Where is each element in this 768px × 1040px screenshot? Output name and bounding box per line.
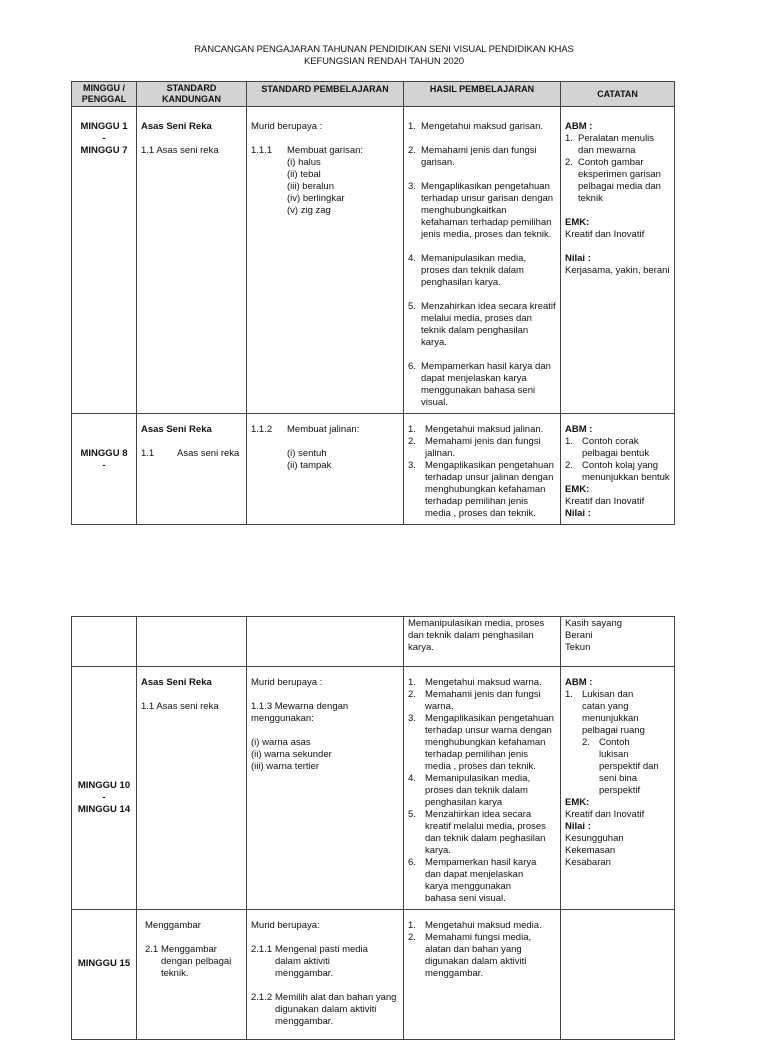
list-item: 6. Mempamerkan hasil karya dan dapat menjelaskan karya menggunakan bahasa seni visual. — [408, 361, 551, 408]
list-item: 4. Memanipulasikan media, proses dan teknik dalam penghasilan karya. — [408, 253, 527, 288]
list-item: 2. Memahami jenis dan fungsi warna. — [408, 689, 541, 712]
row2-sp-item: (i) sentuh — [287, 448, 327, 459]
row5-sp1-code: 2.1.1 — [251, 944, 273, 955]
row1-standard-pembelajaran — [247, 107, 404, 414]
emk-value: Kreatif dan Inovatif — [565, 229, 645, 240]
list-item: 1. Mengetahui maksud jalinan. — [408, 424, 544, 435]
row2-sk-code: 1.1 — [141, 448, 155, 459]
row3-standard-pembelajaran — [247, 617, 404, 667]
list-item: 4. Memanipulasikan media, proses dan teknik dalam penghasilan karya — [408, 773, 531, 808]
list-item: 5. Menzahirkan idea secara kreatif melalui media, proses dan teknik dalam peghasilan karya. — [408, 809, 546, 856]
header-hasil: HASIL PEMBELAJARAN — [404, 82, 561, 107]
nilai-value: Tekun — [565, 642, 591, 653]
row4-sk-title: Asas Seni Reka — [141, 677, 212, 688]
list-item: 2. Memahami jenis dan fungsi garisan. — [408, 145, 537, 168]
row2-catatan — [561, 414, 675, 525]
nilai-label: Nilai : — [565, 253, 591, 264]
row1-sp-item: (ii) tebal — [287, 169, 321, 180]
list-item: 1. Contoh corak pelbagai bentuk — [565, 436, 650, 459]
nilai-value: Kasih sayang — [565, 618, 623, 629]
list-item: 1. Mengetahui maksud warna. — [408, 677, 542, 688]
nilai-value: Kerjasama, yakin, berani — [565, 265, 670, 276]
row4-sp-item: (ii) warna sekunder — [251, 749, 332, 760]
row1-standard-kandungan — [137, 107, 247, 414]
row2-standard-kandungan — [137, 414, 247, 525]
row5-catatan — [561, 910, 675, 1040]
list-item: 2. Contoh kolaj yang menunjukkan bentuk — [565, 460, 670, 483]
row4-sk-item: 1.1 Asas seni reka — [141, 701, 219, 712]
row5-sk-text: Menggambar dengan pelbagai teknik. — [161, 944, 232, 979]
nilai-label: Nilai : — [565, 508, 591, 519]
row2-sk-title: Asas Seni Reka — [141, 424, 212, 435]
row5-sk-title: Menggambar — [145, 920, 201, 931]
row4-standard-pembelajaran — [247, 667, 404, 910]
row2-sp-code: 1.1.2 — [251, 424, 273, 435]
row3-minggu — [72, 617, 137, 667]
list-item: 3. Mengaplikasikan pengetahuan terhadap unsur warna dengan menghubungkan kefahaman terhadap pemilihan jenis media , proses dan teknik. — [408, 713, 554, 772]
row2-hasil — [404, 414, 561, 525]
list-item: 3. Mengaplikasikan pengetahuan terhadap unsur jalinan dengan menghubungkan kefahaman terhadap pemilihan jenis media , proses dan teknik. — [408, 460, 554, 519]
list-item: 2. Contoh lukisan perspektif dan seni bina perspektif — [582, 737, 659, 796]
row4-standard-kandungan — [137, 667, 247, 910]
nilai-label: Nilai : — [565, 821, 591, 832]
emk-value: Kreatif dan Inovatif — [565, 496, 645, 507]
nilai-value: Berani — [565, 630, 593, 641]
row4-sp-code-text: 1.1.3 Mewarna dengan menggunakan: — [251, 701, 349, 724]
nilai-value: Kesungguhan — [565, 833, 624, 844]
list-item: 3. Mengaplikasikan pengetahuan terhadap unsur garisan dengan menghubungkaitkan kefahaman terhadap pemilihan jenis media, proses dan teknik. — [408, 181, 554, 240]
row5-standard-kandungan — [137, 910, 247, 1040]
row4-sp-item: (iii) warna tertier — [251, 761, 320, 772]
row5-minggu-start: MINGGU 15 — [77, 958, 131, 969]
list-item: 2. Contoh gambar eksperimen garisan pelbagai media dan teknik — [565, 157, 661, 204]
emk-value: Kreatif dan Inovatif — [565, 809, 645, 820]
row4-minggu-start: MINGGU 10 — [77, 780, 131, 791]
list-item: 1. Mengetahui maksud garisan. — [408, 121, 543, 132]
row1-minggu-end: MINGGU 7 — [80, 145, 128, 156]
row5-hasil — [404, 910, 561, 1040]
row4-hasil — [404, 667, 561, 910]
emk-label: EMK: — [565, 217, 590, 228]
row4-catatan — [561, 667, 675, 910]
list-item: 1. Lukisan dan catan yang menunjukkan pelbagai ruang — [565, 689, 645, 736]
row4-dash: - — [102, 792, 106, 803]
row2-sp-item: (ii) tampak — [287, 460, 332, 471]
list-item: 2. Memahami jenis dan fungsi jalinan. — [408, 436, 541, 459]
row1-sp-item: (v) zig zag — [287, 205, 331, 216]
row1-sp-item: (iv) berlingkar — [287, 193, 345, 204]
list-item: 1. Peralatan menulis dan mewarna — [565, 133, 655, 156]
row5-sp2-text: Memilih alat dan bahan yang digunakan dalam aktiviti menggambar. — [275, 992, 397, 1027]
header-minggu: MINGGU / PENGGAL — [72, 82, 137, 107]
row2-standard-pembelajaran — [247, 414, 404, 525]
document-title-line2: KEFUNGSIAN RENDAH TAHUN 2020 — [304, 56, 464, 67]
row2-minggu-start: MINGGU 8 — [80, 448, 128, 459]
row2-sk-text: Asas seni reka — [177, 448, 240, 459]
row1-sp-item: (i) halus — [287, 157, 321, 168]
list-item: 1. Mengetahui maksud media. — [408, 920, 542, 931]
row5-sp2-code: 2.1.2 — [251, 992, 273, 1003]
list-item: 6. Mempamerkan hasil karya dan dapat menjelaskan karya menggunakan bahasa seni visual. — [408, 857, 537, 904]
abm-label: ABM : — [565, 677, 593, 688]
plan-table-page2 — [71, 616, 675, 1040]
row1-sk-item: 1.1 Asas seni reka — [141, 145, 219, 156]
nilai-value: Kekemasan — [565, 845, 616, 856]
row1-catatan — [561, 107, 675, 414]
row4-sp-intro: Murid berupaya : — [251, 677, 323, 688]
row5-minggu — [72, 910, 137, 1040]
row1-sp-code: 1.1.1 — [251, 145, 273, 156]
row3-catatan — [561, 617, 675, 667]
row2-sp-text: Membuat jalinan: — [287, 424, 360, 435]
row1-sp-item: (iii) beralun — [287, 181, 334, 192]
nilai-value: Kesabaran — [565, 857, 611, 868]
row1-hasil — [404, 107, 561, 414]
row1-sp-text: Membuat garisan: — [287, 145, 364, 156]
row5-sp-intro: Murid berupaya: — [251, 920, 320, 931]
row2-dash: - — [102, 460, 106, 471]
row1-sk-title: Asas Seni Reka — [141, 121, 212, 132]
row4-minggu — [72, 667, 137, 910]
row1-dash: - — [102, 133, 106, 144]
header-catatan: CATATAN — [561, 82, 675, 107]
emk-label: EMK: — [565, 797, 590, 808]
header-standard-kandungan: STANDARD KANDUNGAN — [137, 82, 247, 107]
list-item: 2. Memahami fungsi media, alatan dan bahan yang digunakan dalam aktiviti menggambar. — [408, 932, 532, 979]
emk-label: EMK: — [565, 484, 590, 495]
row2-minggu — [72, 414, 137, 525]
row5-sp1-text: Mengenal pasti media dalam aktiviti menggambar. — [275, 944, 368, 979]
header-standard-pembelajaran: STANDARD PEMBELAJARAN — [247, 82, 404, 107]
row1-minggu — [72, 107, 137, 414]
abm-label: ABM : — [565, 121, 593, 132]
row3-standard-kandungan — [137, 617, 247, 667]
abm-label: ABM : — [565, 424, 593, 435]
row5-standard-pembelajaran — [247, 910, 404, 1040]
row1-sp-intro: Murid berupaya : — [251, 121, 323, 132]
plan-table-page1 — [71, 81, 675, 525]
row5-sk-code: 2.1 — [145, 944, 159, 955]
row3-hasil-text: Memanipulasikan media, proses dan teknik dalam penghasilan karya. — [408, 618, 545, 653]
list-item: 5. Menzahirkan idea secara kreatif melalui media, proses dan teknik dalam penghasilan karya. — [408, 301, 556, 348]
document-title-line1: RANCANGAN PENGAJARAN TAHUNAN PENDIDIKAN SENI VISUAL PENDIDIKAN KHAS — [194, 44, 574, 55]
row4-minggu-end: MINGGU 14 — [77, 804, 131, 815]
row4-sp-item: (i) warna asas — [251, 737, 311, 748]
row3-hasil — [404, 617, 561, 667]
row1-minggu-start: MINGGU 1 — [80, 121, 128, 132]
